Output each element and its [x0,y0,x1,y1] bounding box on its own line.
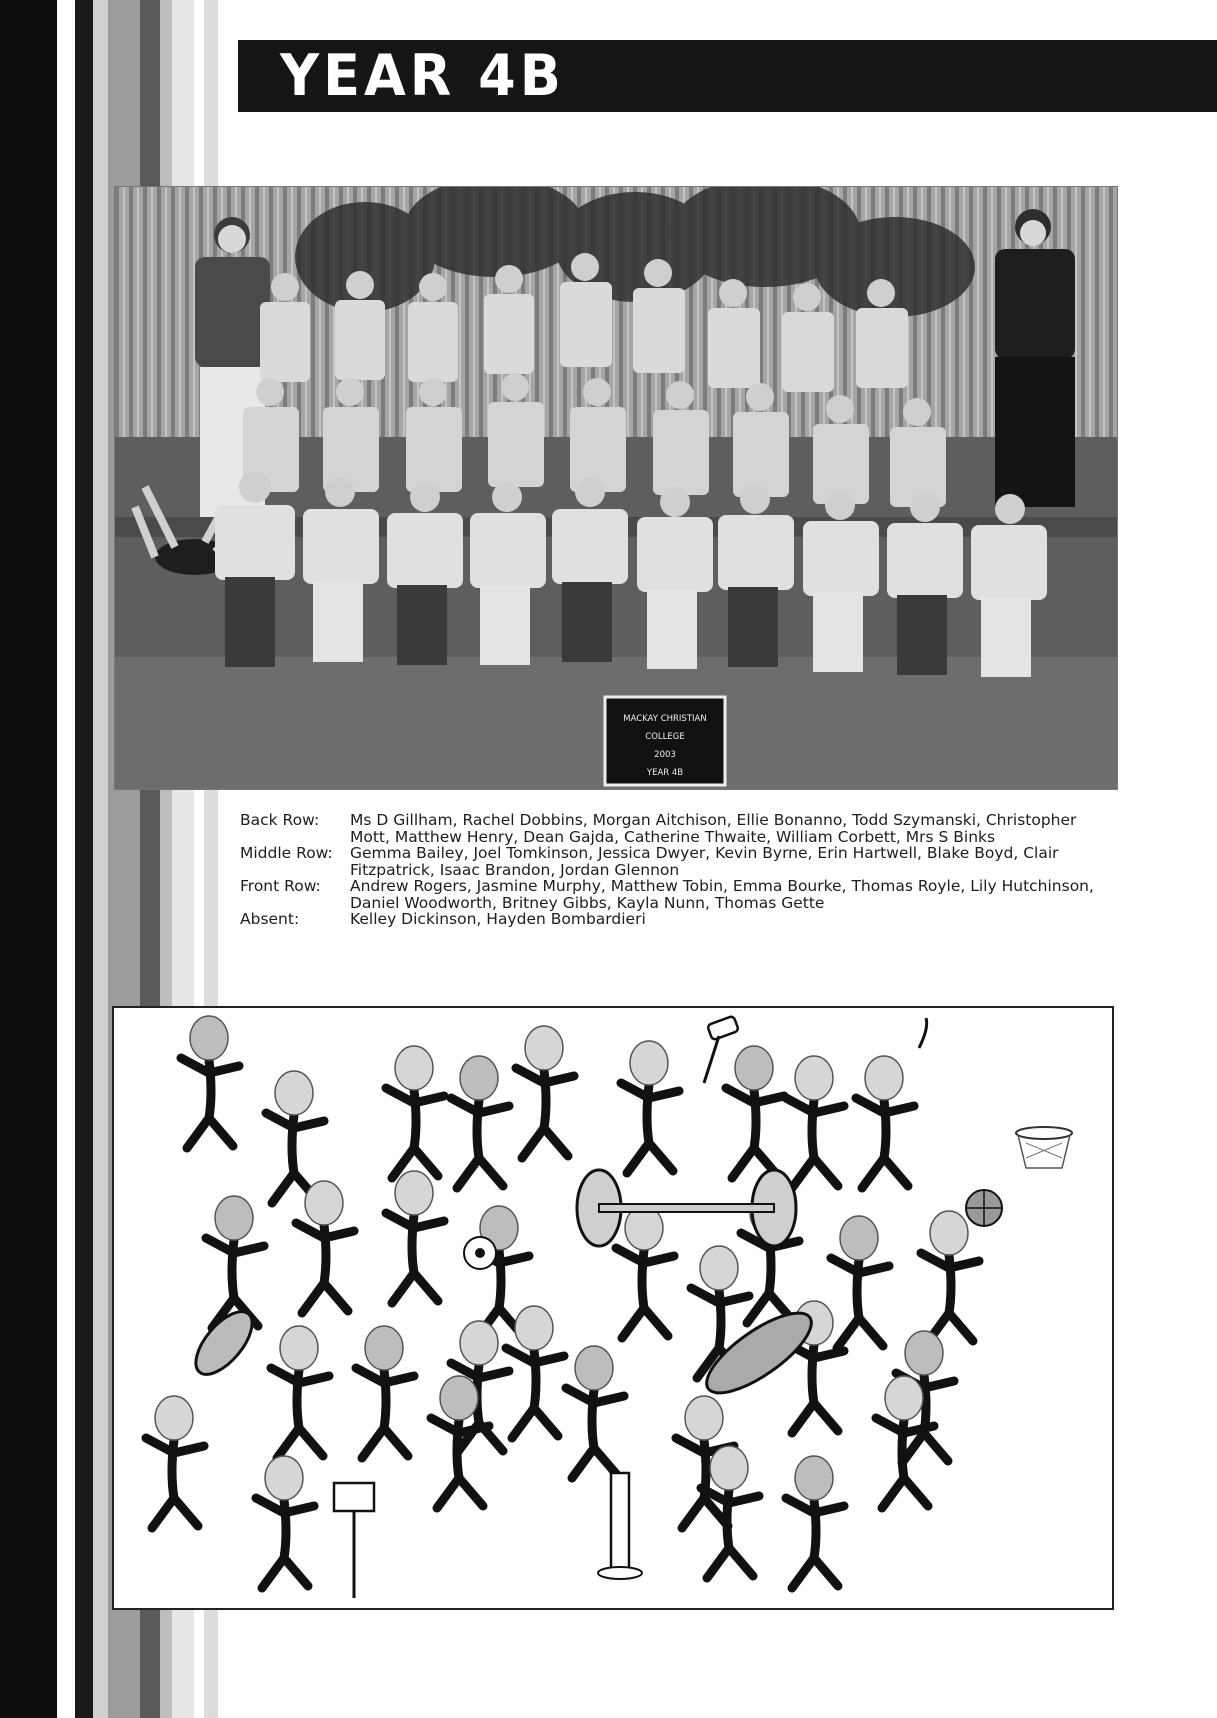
left-stripe-white [57,0,75,1718]
stick-figure [181,1058,239,1148]
face-photo [525,1026,563,1070]
sword-icon [919,1018,927,1048]
stick-figure [726,1088,784,1178]
page-title: YEAR 4B [280,42,565,109]
caption-label: Middle Row: [240,844,333,862]
stick-figure [616,1248,674,1338]
face-photo [460,1056,498,1100]
stick-figure [451,1098,509,1188]
face-photo [215,1196,253,1240]
face-photo [905,1331,943,1375]
face-photo [700,1246,738,1290]
stick-figure [516,1068,574,1158]
stick-figure [786,1343,844,1433]
candle-icon [598,1473,642,1579]
photo-captions [240,812,1120,928]
mailbox-icon [334,1483,374,1598]
face-photo [155,1396,193,1440]
photo-sign-line-4: YEAR 4B [646,768,684,778]
face-photo [365,1326,403,1370]
stick-figure [876,1418,934,1508]
caption-middle-row [240,845,1120,878]
teacher-right [995,209,1075,507]
stick-figure-collage [112,1006,1114,1610]
class-photo [114,186,1118,790]
left-stripe-dark [75,0,93,1718]
stick-figure [786,1498,844,1588]
stick-figure [831,1258,889,1348]
face-photo [460,1321,498,1365]
photo-sign-line-1: MACKAY CHRISTIAN [623,714,707,724]
caption-label: Back Row: [240,811,320,829]
stick-figure-artwork [114,1008,1112,1608]
stick-figure [621,1083,679,1173]
face-photo [795,1456,833,1500]
face-photo [280,1326,318,1370]
photo-sign-line-3: 2003 [654,750,676,760]
face-photo [685,1396,723,1440]
barbell-icon [577,1170,796,1246]
caption-label: Absent: [240,910,300,928]
caption-names: Kelley Dickinson, Hayden Bombardieri [350,910,646,928]
face-photo [305,1181,343,1225]
caption-absent [240,911,1120,928]
caption-names: Andrew Rogers, Jasmine Murphy, Matthew Tobin, Emma Bourke, Thomas Royle, Lily Hutchinson, Daniel Woodworth, Britney Gibbs, Kayla Nunn, Thomas Gette [350,877,1094,912]
face-photo [630,1041,668,1085]
face-photo [395,1171,433,1215]
stick-figure [506,1348,564,1438]
face-photo [190,1016,228,1060]
soccer-ball-icon [464,1237,496,1269]
face-photo [735,1046,773,1090]
face-photo [575,1346,613,1390]
class-photo-image [115,187,1117,789]
face-photo [265,1456,303,1500]
basketball-icon [966,1190,1002,1226]
photo-sign-line-2: COLLEGE [645,732,685,742]
face-photo [840,1216,878,1260]
stick-figure [386,1213,444,1303]
stick-figure [296,1223,354,1313]
face-photo [440,1376,478,1420]
caption-label: Front Row: [240,877,321,895]
stick-figure [256,1498,314,1588]
stick-figure [356,1368,414,1458]
stick-figure [566,1388,624,1478]
caption-names: Ms D Gillham, Rachel Dobbins, Morgan Aitchison, Ellie Bonanno, Todd Szymanski, Christopher Mott, Matthew Henry, Dean Gajda, Catherine Thwaite, William Corbett, Mrs S Binks [350,811,1077,846]
left-stripe-light [93,0,108,1718]
stick-figure [271,1368,329,1458]
face-photo [885,1376,923,1420]
caption-back-row [240,812,1120,845]
stick-figure [921,1253,979,1343]
hammer-icon [704,1016,739,1083]
stick-figure [386,1088,444,1178]
face-photo [515,1306,553,1350]
stick-figure [786,1098,844,1188]
left-stripe-black [0,0,57,1718]
caption-front-row [240,878,1120,911]
stick-figure [431,1418,489,1508]
basketball-hoop-icon [1016,1127,1072,1168]
face-photo [865,1056,903,1100]
caption-names: Gemma Bailey, Joel Tomkinson, Jessica Dwyer, Kevin Byrne, Erin Hartwell, Blake Boyd, Clair Fitzpatrick, Isaac Brandon, Jordan Glennon [350,844,1059,879]
face-photo [275,1071,313,1115]
stick-figure [146,1438,204,1528]
face-photo [710,1446,748,1490]
face-photo [795,1056,833,1100]
face-photo [930,1211,968,1255]
face-photo [395,1046,433,1090]
stick-figure [856,1098,914,1188]
